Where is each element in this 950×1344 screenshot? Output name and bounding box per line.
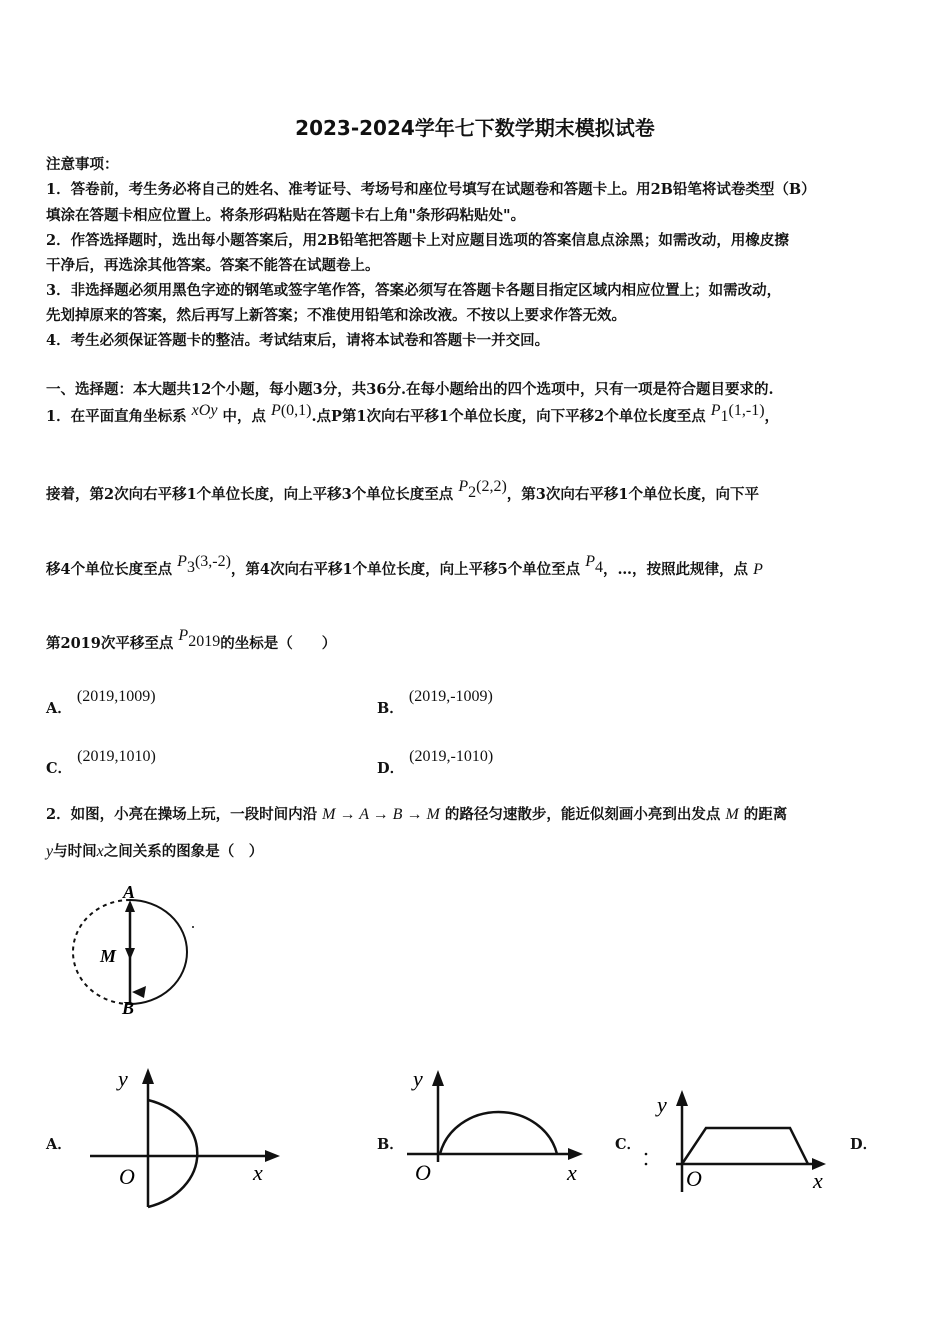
arc-arrow-icon	[132, 986, 146, 998]
q1-option-b[interactable]: B． (2019,-1009)	[377, 688, 493, 717]
notice-line: 干净后，再选涂其他答案。答案不能答在试题卷上。	[46, 257, 380, 274]
notice-line: 3．非选择题必须用黑色字迹的钢笔或签字笔作答，答案必须写在答题卡各题目指定区域内相应位置上；如需改动，	[46, 282, 782, 299]
svg-text:O: O	[119, 1164, 135, 1189]
path-diagram	[60, 880, 210, 1020]
q1-line-2: 接着，第2次向右平移1个单位长度，向上平移3个单位长度至点 $P_2(2,2)$，第3次向右平移1个单位长度，向下平	[46, 478, 759, 503]
x-axis-arrow-icon	[265, 1150, 280, 1162]
graph-c	[640, 1084, 840, 1194]
y-axis-arrow-icon	[142, 1068, 154, 1084]
q2-option-b[interactable]: B．	[377, 1136, 404, 1153]
svg-text:y: y	[118, 1066, 128, 1091]
y-axis-arrow-icon	[676, 1090, 688, 1106]
q2-line-2: y与时间x之间关系的图象是（ ）	[46, 843, 264, 860]
graph-b	[405, 1062, 595, 1192]
svg-text:x: x	[567, 1160, 577, 1185]
q2-option-a[interactable]: A．	[46, 1136, 72, 1153]
section-heading: 一、选择题：本大题共12个小题，每小题3分，共36分.在每小题给出的四个选项中，只有一项是符合题目要求的.	[46, 381, 774, 398]
solid-arc	[130, 900, 187, 1004]
down-arrow-icon	[125, 948, 135, 960]
svg-text:y: y	[657, 1092, 667, 1117]
label-a: A	[123, 882, 136, 902]
graph-c-curve	[682, 1128, 808, 1164]
label-b: B	[122, 998, 135, 1018]
y-axis-arrow-icon	[432, 1070, 444, 1086]
q1-line-1: 1．在平面直角坐标系 xOy 中，点 P(0,1).点P第1次向右平移1个单位长度，向下平移2个单位长度至点 $P_1(1,-1)$，	[46, 402, 780, 425]
q1-line-3: 移4个单位长度至点 $P_3(3,-2)$，第4次向右平移1个单位长度，向上平移5个单位至点 $P_4$，…，按照此规律，点 P	[46, 553, 763, 578]
notice-line: 1．答卷前，考生务必将自己的姓名、准考证号、考场号和座位号填写在试题卷和答题卡上。用2B铅笔将试卷类型（B）	[46, 181, 816, 198]
q1-line-4: 第2019次平移至点 $P_{2019}$的坐标是（ ）	[46, 627, 337, 652]
x-axis-arrow-icon	[568, 1148, 583, 1160]
graph-a-curve	[148, 1100, 197, 1207]
q1-option-c[interactable]: C． (2019,1010)	[46, 748, 156, 777]
svg-text:x: x	[253, 1160, 263, 1185]
graph-a	[85, 1062, 295, 1212]
notice-heading: 注意事项：	[46, 156, 119, 173]
label-m: M	[100, 946, 117, 966]
q2-line-1: 2．如图，小亮在操场上玩，一段时间内沿 M → A → B → M 的路径匀速散步，能近似刻画小亮到出发点 M 的距离	[46, 806, 788, 823]
svg-text:x: x	[813, 1168, 823, 1193]
q1-option-a[interactable]: A． (2019,1009)	[46, 688, 156, 717]
svg-text:O: O	[686, 1166, 702, 1191]
q1-option-d[interactable]: D． (2019,-1010)	[377, 748, 494, 777]
q2-option-d[interactable]: D．	[850, 1136, 878, 1153]
graph-b-curve	[440, 1112, 557, 1154]
svg-text:y: y	[413, 1066, 423, 1091]
svg-text:O: O	[415, 1160, 431, 1185]
notice-line: 填涂在答题卡相应位置上。将条形码粘贴在答题卡右上角"条形码粘贴处"。	[46, 207, 526, 224]
page-title: 2023-2024学年七下数学期末模拟试卷	[295, 116, 655, 140]
notice-line: 先划掉原来的答案，然后再写上新答案；不准使用铅笔和涂改液。不按以上要求作答无效。	[46, 307, 626, 324]
notice-line: 2．作答选择题时，选出每小题答案后，用2B铅笔把答题卡上对应题目选项的答案信息点涂黑；如需改动，用橡皮擦	[46, 232, 789, 249]
notice-line: 4．考生必须保证答题卡的整洁。考试结束后，请将本试卷和答题卡一并交回。	[46, 332, 550, 349]
q2-option-c[interactable]: C．	[615, 1136, 642, 1153]
